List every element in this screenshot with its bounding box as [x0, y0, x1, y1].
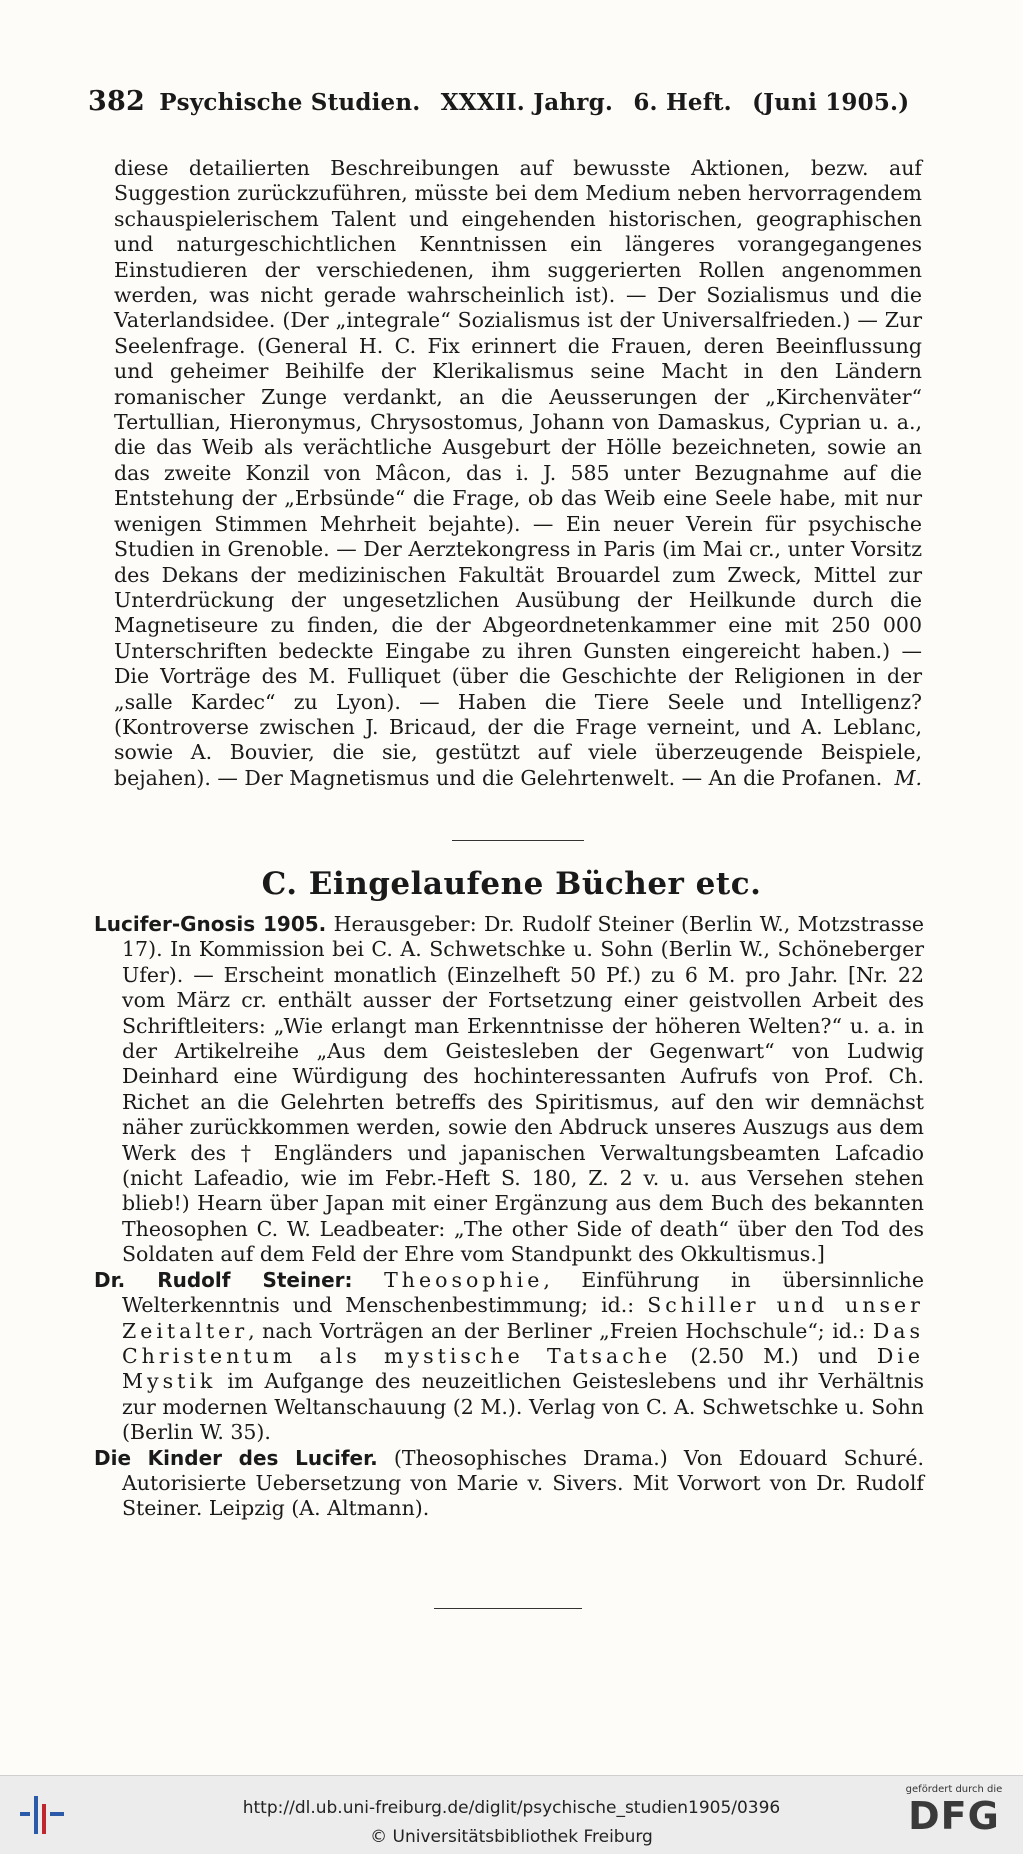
running-header: [88, 86, 910, 117]
entry-text: , nach Vorträgen an der Berliner „Freien Hochschule“; id.:: [248, 1318, 866, 1343]
copyright-notice: © Universitätsbibliothek Freiburg: [370, 1827, 653, 1847]
divider: [434, 1608, 582, 1609]
paragraph-text: diese detailierten Beschreibungen auf bewusste Aktionen, bezw. auf Suggestion zurückzuführen, müsste bei dem Medium neben hervorragendem schauspielerischem Talent und eingehenden historischen, geographischen und naturgeschichtlichen Kenntnissen ein längeres vorangegangenes Einstudieren der verschiedenen, ihm suggerierten Rollen angenommen werden, was nicht gerade wahrscheinlich ist). — Der Sozialismus und die Vaterlandsidee. (Der „integrale“ Sozialismus ist der Universalfrieden.) — Zur Seelenfrage. (General H. C. Fix erinnert die Frauen, deren Beeinflussung und geheimer Beihilfe der Klerikalismus seine Macht in den Ländern romanischer Zunge verdankt, an die Aeusserungen der „Kirchenväter“ Tertullian, Hieronymus, Chrysostomus, Johann von Damaskus, Cyprian u. a., die das Weib als verächtliche Ausgeburt der Hölle bezeichneten, sowie an das zweite Konzil von Mâcon, das i. J. 585 unter Bezugnahme auf die Entstehung der „Erbsünde“ die Frage, ob das Weib eine Seele habe, mit nur wenigen Stimmen Mehrheit bejahte). — Ein neuer Verein für psychische Studien in Grenoble. — Der Aerztekongress in Paris (im Mai cr., unter Vorsitz des Dekans der medizinischen Fakultät Brouardel zum Zweck, Mittel zur Unterdrückung der ungesetzlichen Ausübung der Heilkunde durch die Magnetiseure zu finden, die der Abgeordnetenkammer eine mit 250 000 Unterschriften bedeckte Eingabe zu ihren Gunsten eingereicht haben.) — Die Vorträge des M. Fulliquet (über die Geschichte der Religionen in der „salle Kardec“ zu Lyon). — Haben die Tiere Seele und Intelligenz? (Kontroverse zwischen J. Bricaud, der die Frage verneint, und A. Leblanc, sowie A. Bouvier, die sie, gestützt auf viele überzeugende Beispiele, bejahen). — Der Magnetismus und die Gelehrtenwelt. — An die Profanen.: [114, 156, 922, 790]
book-list: [94, 912, 924, 1522]
entry-text: (Theosophisches Drama.) Von Edouard Schuré. Autorisierte Uebersetzung von Marie v. Sivers. Mit Vorwort von Dr. Rudolf Steiner. Leipzig (A. Altmann).: [122, 1445, 924, 1521]
divider: [452, 840, 584, 841]
entry-title-spaced: Die Mystik: [122, 1343, 924, 1394]
article-text: [114, 156, 922, 791]
journal-title: Psychische Studien.: [159, 89, 421, 116]
viewer-footer: [0, 1775, 1023, 1854]
issue-label: 6. Heft.: [633, 89, 732, 116]
entry-text: (2.50 M.) und: [690, 1343, 858, 1368]
entry-title-spaced: Schiller und unser Zeitalter: [122, 1293, 924, 1343]
entry-text: Herausgeber: Dr. Rudolf Steiner (Berlin W., Motzstrasse 17). In Kommission bei C. A. Schwetschke u. Sohn (Berlin W., Schöneberger Ufer). — Erscheint monatlich (Einzelheft 50 Pf.) zu 6 M. pro Jahr. [Nr. 22 vom März cr. enthält ausser der Fortsetzung einer geistvollen Arbeit des Schriftleiters: „Wie erlangt man Erkenntnisse der höheren Welten?“ u. a. in der Artikelreihe „Aus dem Geistesleben der Gegenwart“ von Ludwig Deinhard eine Würdigung des hochinteressanten Aufrufs von Prof. Ch. Richet an die Gelehrten betreffs des Spiritismus, auf den wir demnächst näher zurückkommen werden, sowie den Abdruck unseres Auszugs aus dem Werk des † Engländers und japanischen Verwaltungsbeamten Lafcadio (nicht Lafeadio, wie im Febr.-Heft S. 180, Z. 2 v. u. aus Versehen stehen blieb!) Hearn über Japan mit einer Ergänzung aus dem Buch des bekannten Theosophen C. W. Leadbeater: „The other Side of death“ über den Tod des Soldaten auf dem Feld der Ehre vom Standpunkt des Okkultismus.]: [122, 912, 924, 1267]
entry-text: , Einführung in übersinnliche Welterkenntnis und Menschenbestimmung; id.:: [122, 1267, 924, 1318]
entry-title-spaced: Das Christentum als mystische Tatsache: [122, 1318, 924, 1368]
entry-title-spaced: Theosophie: [384, 1267, 544, 1292]
dfg-sponsor: [899, 1784, 1009, 1837]
entry-heading: Lucifer-Gnosis 1905.: [94, 912, 327, 936]
author-signature: M.: [894, 765, 922, 790]
issue-date: (Juni 1905.): [752, 89, 910, 116]
section-heading: C. Eingelaufene Bücher etc.: [261, 866, 762, 902]
source-url[interactable]: http://dl.ub.uni-freiburg.de/diglit/psychische_studien1905/0396: [242, 1798, 781, 1818]
entry-text: im Aufgange des neuzeitlichen Geisteslebens und ihr Verhältnis zur modernen Weltanschauung (2 M.). Verlag von C. A. Schwetschke u. Sohn (Berlin W. 35).: [122, 1369, 924, 1445]
book-entry: [94, 1268, 924, 1446]
volume-label: XXXII. Jahrg.: [440, 89, 614, 116]
article-paragraph: [114, 156, 922, 791]
page-number: 382: [88, 86, 145, 117]
entry-heading: Dr. Rudolf Steiner:: [94, 1267, 353, 1292]
entry-heading: Die Kinder des Lucifer.: [94, 1445, 378, 1470]
book-entry: [94, 912, 924, 1268]
book-entry: [94, 1446, 924, 1522]
dfg-logo-icon: DFG: [908, 1794, 1000, 1838]
sponsor-note: gefördert durch die: [905, 1784, 1003, 1795]
